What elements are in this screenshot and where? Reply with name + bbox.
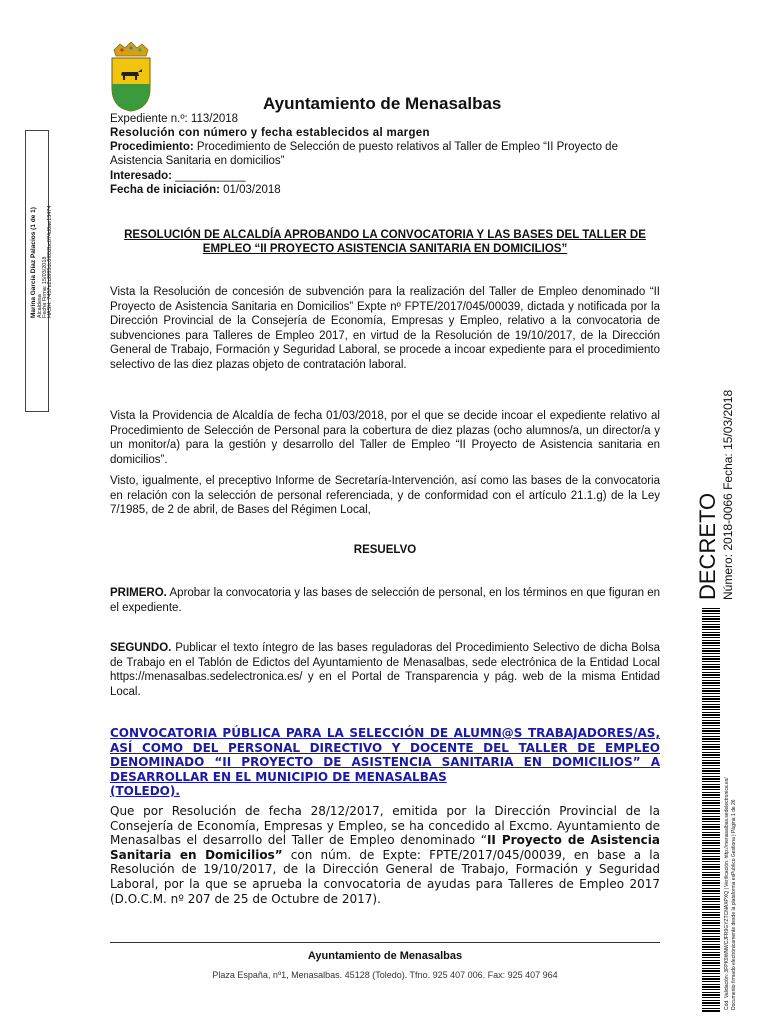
convocatoria-body — [110, 804, 660, 906]
resolution-note: Resolución con número y fecha establecidos al margen — [110, 127, 430, 139]
primero-label: PRIMERO. — [110, 587, 167, 599]
validation-code: Cód. Validación: 3FPK9WNWCJFR9GYZTCNAXPXQ | Verificación: http://menasalbas.sedelectronica.es/ — [724, 777, 730, 1010]
signer-name: Marina García Díaz Palacios (1 de 1) — [30, 207, 37, 318]
decree-number-date: Número: 2018-0066 Fecha: 15/03/2018 — [721, 389, 735, 600]
barcode — [702, 608, 720, 1013]
signature-hash: HASH: 7457e2d8f85dc6f852bc074d0ae13474 — [47, 205, 53, 318]
paragraph-1: Vista la Resolución de concesión de subvención para la realización del Taller de Empleo denominado “II Proyecto de Asistencia Sanitaria en Domicilios” Expte nº FPTE/2017/045/00039, dictada y notificada por la Dirección Provincial de la Consejería de Economía, Empresas y Empleo, relativo a la convocatoria de subvenciones para Talleres de Empleo 2017, en virtud de la Resolución de 19/10/2017, de la Dirección General de Trabajo, Formación y Seguridad Laboral, se procede a incoar expediente para el procedimiento selectivo de las diez plazas objeto de contratación laboral. — [110, 286, 660, 371]
page-title: Ayuntamiento de Menasalbas — [263, 94, 502, 113]
interested-field — [110, 169, 650, 183]
procedure-value: Procedimiento de Selección de puesto relativos al Taller de Empleo “II Proyecto de Asistencia Sanitaria en domicilios” — [110, 141, 618, 167]
footer-divider — [110, 942, 660, 943]
signature-date: Fecha Firma: 15/03/2018 — [42, 256, 48, 318]
segundo-paragraph — [110, 641, 660, 699]
primero-text: Aprobar la convocatoria y las bases de selección de personal, en los términos en que figuran en el expediente. — [110, 587, 661, 614]
decreto-label: DECRETO — [695, 492, 720, 600]
document-signed-note: Documento firmado electrónicamente desde la plataforma esPublico Gestiona | Página 1 de 26 — [731, 799, 737, 1010]
expediente-number: Expediente n.º: 113/2018 — [110, 113, 239, 125]
project-name: II Proyecto de Asistencia Sanitaria en Domicilios” — [110, 833, 660, 862]
resuelvo-heading: RESUELVO — [353, 544, 417, 556]
procedure-field — [110, 140, 650, 168]
convocatoria-body-start: Que por Resolución de fecha 28/12/2017, emitida por la Dirección Provincial de la Consejería de Economía, Empresas y Empleo, se ha concedido al Excmo. Ayuntamiento de Menasalbas el desarrollo del Taller de Empleo denominado “ — [110, 804, 660, 848]
convocatoria-title-main: CONVOCATORIA PÚBLICA PARA LA SELECCIÓN DE ALUMN@S TRABAJADORES/AS, ASÍ COMO DEL PERSONAL DIRECTIVO Y DOCENTE DEL TALLER DE EMPLEO DENOMINADO “II PROYECTO DE ASISTENCIA SANITARIA EN DOMICILIOS” A DESARROLLAR EN EL MUNICIPIO DE MENASALBAS — [110, 726, 660, 784]
interested-value: ___________ — [175, 170, 246, 182]
paragraph-3: Visto, igualmente, el preceptivo Informe de Secretaría-Intervención, así como las bases de la convocatoria en relación con la selección de personal referenciada, y de conformidad con el artículo 21.1.g) de la Ley 7/1985, de 2 de abril, de Bases del Régimen Local, — [110, 475, 660, 517]
convocatoria-title — [110, 726, 660, 799]
convocatoria-title-end: (TOLEDO). — [110, 784, 180, 798]
convocatoria-body-end: con núm. de Expte: FPTE/2017/045/00039, en base a la Resolución de 19/10/2017, de la Dirección General de Trabajo, Formación y Seguridad Laboral, por la que se aprueba la convocatoria de ayudas para Talleres de Empleo 2017 (D.O.C.M. nº 207 de 25 de Octubre de 2017). — [110, 847, 660, 906]
start-date-field — [110, 183, 650, 197]
paragraph-2: Vista la Providencia de Alcaldía de fecha 01/03/2018, por el que se decide incoar el expediente relativo al Procedimiento de Selección de Personal para la cobertura de diez plazas (ocho alumnos/a, un director/a y un monitor/a) para la gestión y desarrollo del Taller de Empleo “II Proyecto de Asistencia sanitaria en domicilios”. — [110, 410, 660, 466]
start-date-value: 01/03/2018 — [223, 184, 281, 196]
footer-title: Ayuntamiento de Menasalbas — [307, 950, 463, 962]
segundo-label: SEGUNDO. — [110, 642, 172, 654]
resolution-heading: RESOLUCIÓN DE ALCALDÍA APROBANDO LA CONVOCATORIA Y LAS BASES DEL TALLER DE EMPLEO “II PROYECTO ASISTENCIA SANITARIA EN DOMICILIOS” — [124, 229, 646, 255]
primero-paragraph — [110, 586, 660, 615]
municipal-crest-icon — [110, 42, 152, 112]
start-date-label: Fecha de iniciación: — [110, 184, 220, 196]
interested-label: Interesado: — [110, 170, 172, 182]
footer-address: Plaza España, nº1, Menasalbas. 45128 (Toledo). Tfno. 925 407 006. Fax: 925 407 964 — [212, 970, 558, 980]
segundo-text: Publicar el texto íntegro de las bases reguladoras del Procedimiento Selectivo de dicha Bolsa de Trabajo en el Tablón de Edictos del Ayuntamiento de Menasalbas, sede electrónica de la Entidad Local https://menasalbas.sedelectronica.es/ y en el Portal de Transparencia y pág. web de la misma Entidad Local. — [110, 642, 660, 698]
signer-role: Alcaldesa — [37, 294, 43, 318]
procedure-label: Procedimiento: — [110, 141, 194, 153]
